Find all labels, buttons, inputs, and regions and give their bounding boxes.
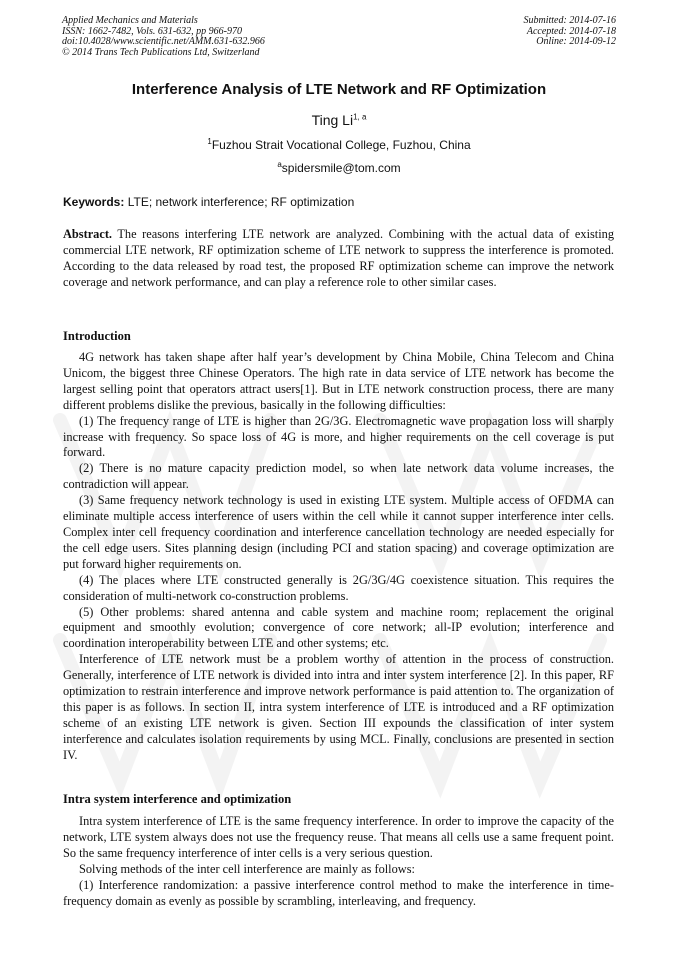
journal-issn: ISSN: 1662-7482, Vols. 631-632, pp 966-970 xyxy=(62,25,242,37)
paragraph: (3) Same frequency network technology is used in existing LTE system. Multiple access of OFDMA can eliminate multiple access interference of users within the cell while it cannot supper interference inter cells. Complex inter cell frequency coordination and interference cancellation technology are needed especially for the cell edge users. Sites planning design (including PCI and station spacing) and coverage optimization are put forward higher requirements on. xyxy=(63,493,614,571)
paragraph: (2) There is no mature capacity prediction model, so when late network data volume increases, the contradiction will appear. xyxy=(63,461,614,492)
paragraph: Interference of LTE network must be a problem worthy of attention in the process of construction. Generally, interference of LTE network is divided into intra and inter system interference [2]. In this paper, RF optimization to restrain interference and improve network performance is paid attention to. The organization of this paper is as follows. In section II, intra system interference of LTE is introduced and a RF optimization scheme of an existing LTE network is given. Section III expounds the classification of inter system interference and calculates isolation requirements by using MCL. Finally, conclusions are presented in section IV. xyxy=(63,652,614,762)
paragraph: (4) The places where LTE constructed generally is 2G/3G/4G coexistence situation. This requires the consideration of multi-network co-construction problems. xyxy=(63,572,614,603)
author-sup: 1, a xyxy=(353,112,367,122)
paragraph: Solving methods of the inter cell interference are mainly as follows: xyxy=(79,861,415,876)
affiliation-line xyxy=(0,138,678,152)
affiliation-sup: 1 xyxy=(207,137,212,146)
submitted-date: Submitted: 2014-07-16 xyxy=(523,15,616,26)
affiliation-text: Fuzhou Strait Vocational College, Fuzhou, China xyxy=(211,138,471,152)
section-heading-intra-system: Intra system interference and optimization xyxy=(63,792,292,806)
paragraph: 4G network has taken shape after half year’s development by China Mobile, China Telecom and China Unicom, the biggest three Chinese Operators. The high rate in data service of LTE network has become the largest selling point that operators attract users[1]. But in LTE network construction process, there are many different problems dislike the previous, basically in the following difficulties: xyxy=(63,350,614,412)
email-address[interactable]: spidersmile@tom.com xyxy=(281,161,401,175)
journal-doi[interactable]: doi:10.4028/www.scientific.net/AMM.631-632.966 xyxy=(62,36,265,47)
accepted-date: Accepted: 2014-07-18 xyxy=(526,25,616,37)
email-line xyxy=(0,161,678,175)
keywords-text: LTE; network interference; RF optimization xyxy=(127,195,355,209)
paper-title: Interference Analysis of LTE Network and RF Optimization xyxy=(131,81,547,98)
paragraph: (1) The frequency range of LTE is higher than 2G/3G. Electromagnetic wave propagation loss will sharply increase with frequency. So space loss of 4G is more, and higher requirements on the cell coverage is put forward. xyxy=(63,413,614,460)
paragraph: (5) Other problems: shared antenna and cable system and machine room; replacement the original equipment and smoothly evolution; convergence of core network; all-IP evolution; interference and coordination interoperability between LTE and other systems; etc. xyxy=(63,604,614,651)
paragraph: Intra system interference of LTE is the same frequency interference. In order to improve the capacity of the network, LTE system always does not use the frequency reuse. That means all cells use a same frequent point. So the same frequency interference of inter cells is a very serious question. xyxy=(63,814,614,860)
section-heading-introduction: Introduction xyxy=(63,329,131,343)
author-name: Ting Li xyxy=(311,112,354,128)
email-sup: a xyxy=(277,160,282,169)
keywords-line xyxy=(63,195,615,209)
journal-copyright: © 2014 Trans Tech Publications Ltd, Switzerland xyxy=(62,46,260,58)
journal-name: Applied Mechanics and Materials xyxy=(62,15,198,26)
keywords-label: Keywords: xyxy=(63,195,125,209)
journal-header-right xyxy=(524,16,617,48)
journal-header-left xyxy=(62,16,265,58)
paragraph: (1) Interference randomization: a passive interference control method to make the interference in time-frequency domain as evenly as possible by scrambling, interleaving, and frequency. xyxy=(63,877,614,908)
abstract-label: Abstract. xyxy=(63,227,113,241)
abstract-block xyxy=(63,227,614,291)
intra-system-body xyxy=(63,814,614,909)
author-line xyxy=(0,112,678,128)
abstract-text: The reasons interfering LTE network are analyzed. Combining with the actual data of existing commercial LTE network, RF optimization scheme of LTE network to suppress the interference is promoted. According to the data released by road test, the proposed RF optimization scheme can improve the network coverage and network performance, and can play a reference role to other similar cases. xyxy=(63,227,615,289)
online-date: Online: 2014-09-12 xyxy=(536,36,616,47)
introduction-body xyxy=(63,350,614,764)
